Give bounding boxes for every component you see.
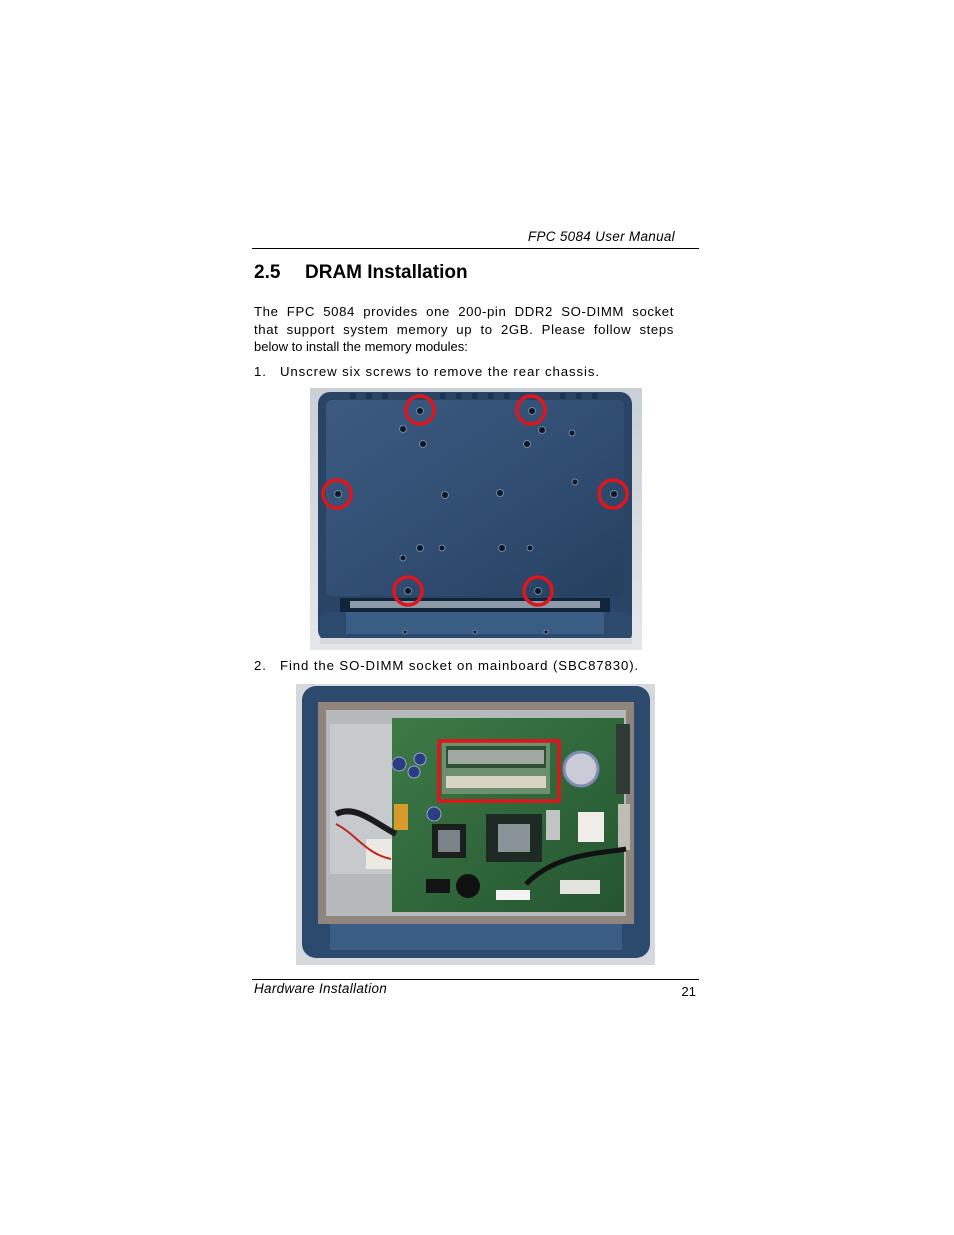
- intro-paragraph: [254, 303, 674, 356]
- section-title: DRAM Installation: [305, 262, 468, 283]
- step-2-number: 2.: [254, 658, 267, 673]
- rear-chassis-photo: [310, 388, 642, 650]
- page-number: 21: [681, 984, 696, 999]
- step-1-text: Unscrew six screws to remove the rear chassis.: [280, 364, 600, 379]
- section-heading: [254, 262, 468, 284]
- footer-chapter: Hardware Installation: [254, 981, 388, 996]
- intro-line-3: below to install the memory modules:: [254, 339, 468, 354]
- section-number: 2.5: [254, 262, 281, 283]
- header-rule: [252, 248, 699, 249]
- footer-rule: [252, 979, 699, 980]
- intro-line-2: that support system memory up to 2GB. Please follow steps: [254, 321, 674, 337]
- step-2-text: Find the SO-DIMM socket on mainboard (SBC87830).: [280, 658, 640, 673]
- intro-line-1: The FPC 5084 provides one 200-pin DDR2 SO-DIMM socket: [254, 304, 674, 319]
- step-2: [254, 658, 639, 673]
- mainboard-photo: [296, 684, 655, 965]
- step-1: [254, 364, 600, 379]
- running-header: FPC 5084 User Manual: [527, 229, 675, 244]
- step-1-number: 1.: [254, 364, 267, 379]
